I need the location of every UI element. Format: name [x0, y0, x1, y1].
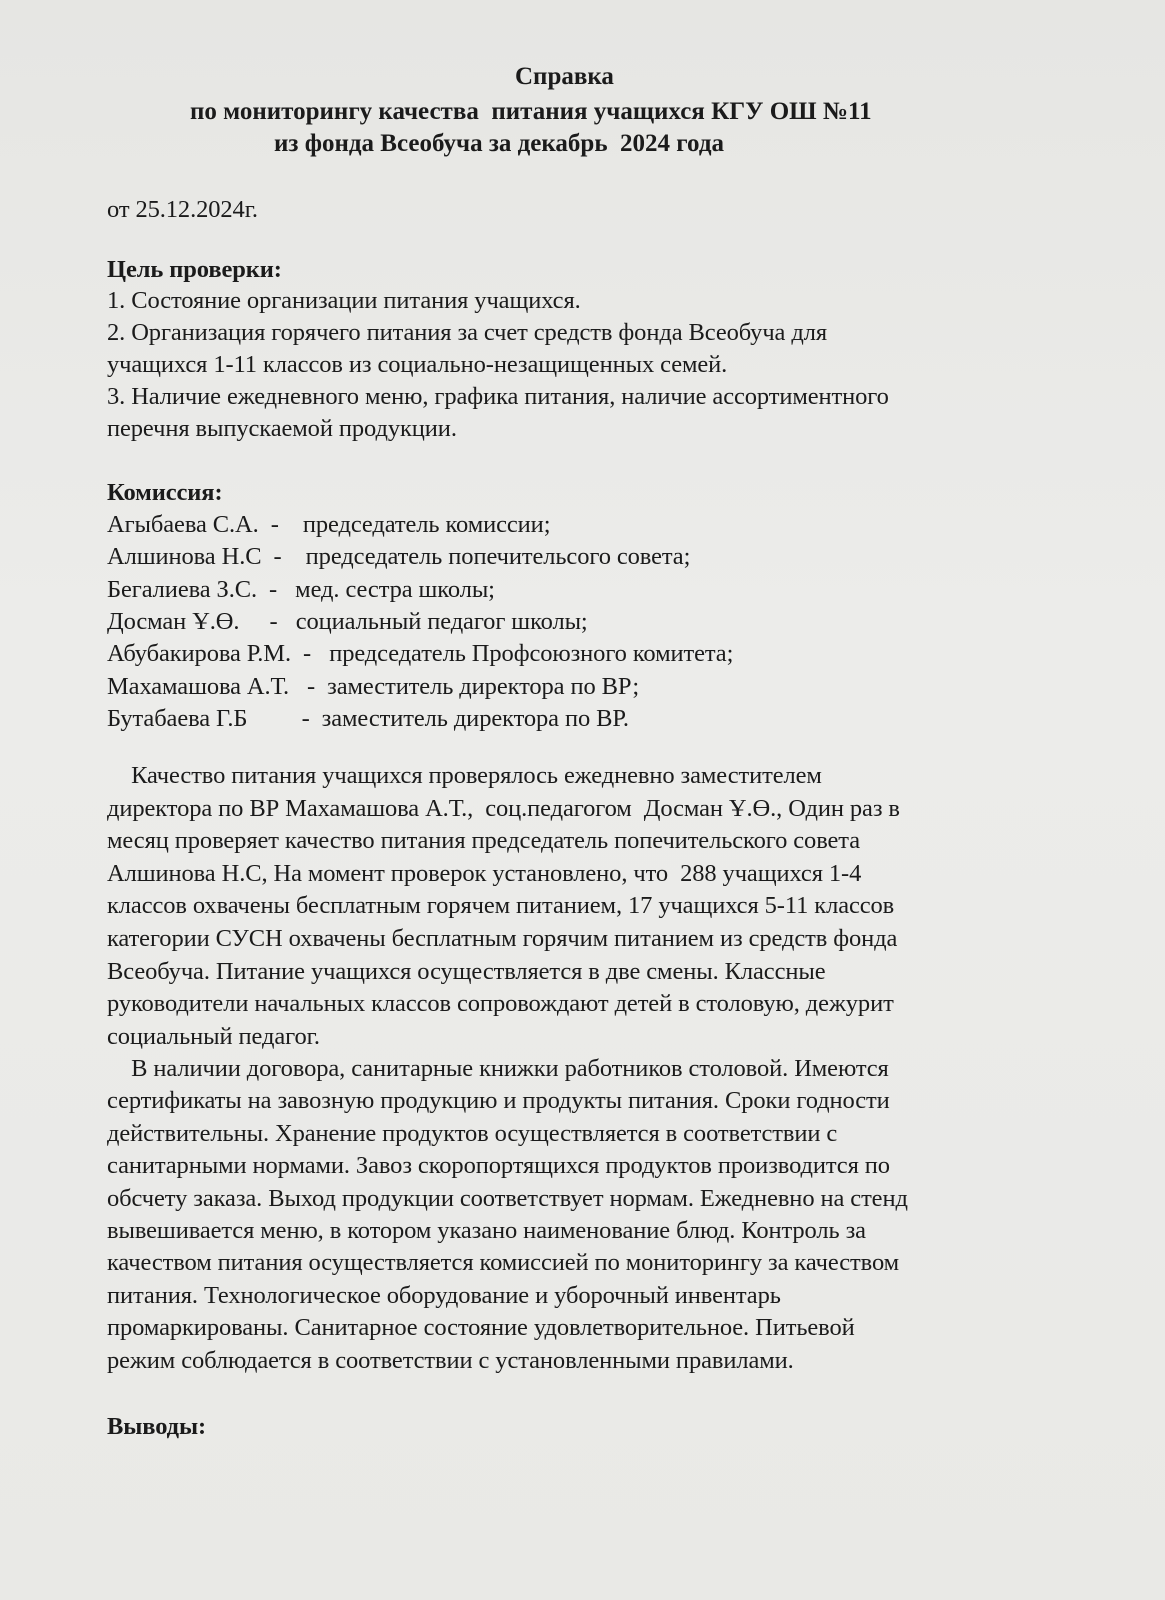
goals-heading: Цель проверки:: [107, 256, 282, 283]
document-date: от 25.12.2024г.: [107, 196, 258, 223]
paragraph-line: Всеобуча. Питание учащихся осуществляется в две смены. Классные: [107, 957, 826, 985]
document-subtitle: по мониторингу качества питания учащихся КГУ ОШ №11: [190, 98, 872, 125]
commission-member: Агыбаева С.А. - председатель комиссии;: [107, 511, 551, 538]
commission-member: Махамашова А.Т. - заместитель директора по ВР;: [107, 672, 640, 700]
paragraph-line: месяц проверяет качество питания председатель попечительского совета: [107, 827, 860, 855]
commission-member: Алшинова Н.С - председатель попечительсого совета;: [107, 543, 691, 571]
commission-heading: Комиссия:: [107, 479, 223, 506]
paragraph-line: питания. Технологическое оборудование и уборочный инвентарь: [107, 1281, 781, 1309]
paragraph-line: качеством питания осуществляется комиссией по мониторингу за качеством: [107, 1249, 900, 1277]
paragraph-line: В наличии договора, санитарные книжки работников столовой. Имеются: [107, 1055, 889, 1082]
document-title: Справка: [515, 63, 614, 90]
paragraph-line: руководители начальных классов сопровождают детей в столовую, дежурит: [107, 990, 894, 1018]
paragraph-line: социальный педагог.: [107, 1022, 320, 1050]
paragraph-line: промаркированы. Санитарное состояние удовлетворительное. Питьевой: [107, 1314, 855, 1342]
commission-member: Бутабаева Г.Б - заместитель директора по ВР.: [107, 704, 629, 732]
goal-line: 1. Состояние организации питания учащихся.: [107, 287, 581, 314]
paragraph-line: обсчету заказа. Выход продукции соответствует нормам. Ежедневно на стенд: [107, 1184, 908, 1212]
goal-line: перечня выпускаемой продукции.: [107, 415, 457, 442]
goal-line: 3. Наличие ежедневного меню, графика питания, наличие ассортиментного: [107, 383, 889, 410]
commission-member: Досман Ұ.Ө. - социальный педагог школы;: [107, 607, 588, 635]
document-subtitle-2: из фонда Всеобуча за декабрь 2024 года: [274, 130, 724, 157]
commission-member: Бегалиева З.С. - мед. сестра школы;: [107, 575, 495, 603]
paragraph-line: санитарными нормами. Завоз скоропортящихся продуктов производится по: [107, 1152, 890, 1180]
paragraph-line: Алшинова Н.С, На момент проверок установлено, что 288 учащихся 1-4: [107, 859, 862, 887]
paragraph-line: сертификаты на завозную продукцию и продукты питания. Сроки годности: [107, 1087, 890, 1115]
goal-line: учащихся 1-11 классов из социально-незащищенных семей.: [107, 351, 728, 378]
goal-line: 2. Организация горячего питания за счет средств фонда Всеобуча для: [107, 319, 828, 346]
paragraph-line: режим соблюдается в соответствии с установленными правилами.: [107, 1346, 794, 1374]
paragraph-line: категории СУСН охвачены бесплатным горячим питанием из средств фонда: [107, 925, 898, 952]
commission-member: Абубакирова Р.М. - председатель Профсоюзного комитета;: [107, 640, 734, 668]
paragraph-line: классов охвачены бесплатным горячем питанием, 17 учащихся 5-11 классов: [107, 892, 895, 920]
paragraph-line: Качество питания учащихся проверялось ежедневно заместителем: [107, 762, 822, 789]
paragraph-line: директора по ВР Махамашова А.Т., соц.педагогом Досман Ұ.Ө., Один раз в: [107, 794, 900, 822]
paragraph-line: вывешивается меню, в котором указано наименование блюд. Контроль за: [107, 1217, 866, 1244]
conclusions-heading: Выводы:: [107, 1413, 207, 1440]
paragraph-line: действительны. Хранение продуктов осуществляется в соответствии с: [107, 1119, 838, 1147]
